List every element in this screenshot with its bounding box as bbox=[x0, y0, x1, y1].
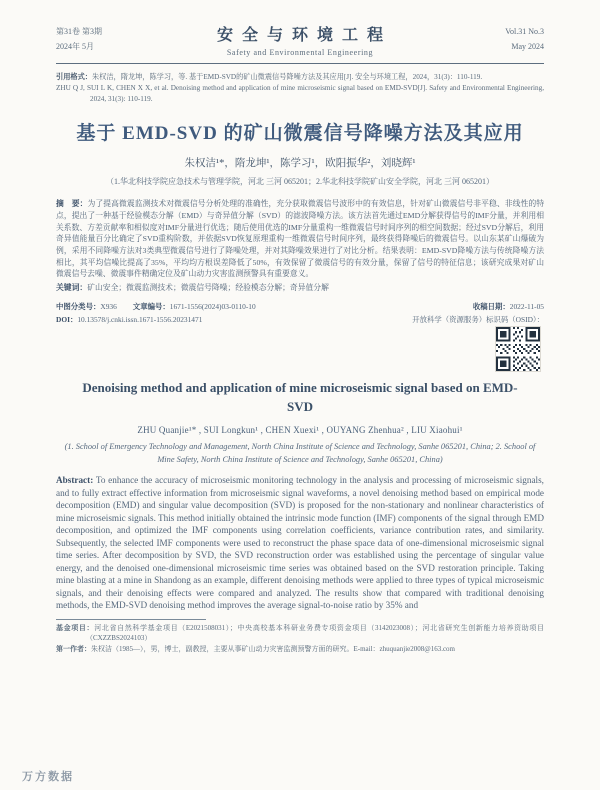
citation-cn: 引用格式：朱权洁，隋龙坤，陈学习，等. 基于EMD-SVD的矿山微震信号降噪方法及其应用[J]. 安全与环境工程，2024，31(3)：110-119. bbox=[56, 73, 483, 81]
keywords-cn: 关键词：矿山安全；微震监测技术；微震信号降噪；经验模态分解；奇异值分解 bbox=[56, 283, 329, 293]
volume-info-cn bbox=[56, 25, 142, 54]
article-meta bbox=[56, 300, 544, 372]
volume-cn-line2: 2024年 5月 bbox=[56, 41, 94, 51]
journal-title-cn: 安全与环境工程 bbox=[216, 27, 392, 44]
abstract-cn: 摘 要：为了提高微震监测技术对微震信号分析处理的准确性，充分获取微震信号波形中的有效信息，针对矿山微震信号非平稳、非线性的特点，提出了一种基于经验模态分解（EMD）与奇异值分解（SVD）的滤波降噪方法。该方法首先通过EMD分解获得信号的IMF分量，并利用相关系数、方差贡献率和相似度对IMF分量进行优选；随后使用优选的IMF分量重构一维微震信号时间序列的相空间数据；经过SVD分解后，利用奇异值能量百分比确定了SVD重构阶数，并依据SVD恢复原理重构一维微震信号时间序列，最终获得降噪后的微震信号。以山东某矿山爆破为例，采用不同降噪方法对3类典型微震信号进行了降噪处理，并对其降噪效果进行了对比分析。结果表明：EMD-SVD降噪方法与传统降噪方法相比，其平均信噪比提高了35%，平均均方根误差降低了50%，有效保留了微震信号的有效分量，保留了信号的特征信息；该研究成果对矿山微震信号去噪、微震事件精确定位及矿山动力灾害监测预警具有重要意义。 bbox=[56, 199, 545, 279]
first-author-note: 第一作者：朱权洁（1985—），男，博士，副教授，主要从事矿山动力灾害监测预警方面的研究。E-mail：zhuquanjie2008@163.com bbox=[56, 644, 456, 653]
journal-header bbox=[56, 22, 544, 64]
footnotes bbox=[56, 623, 544, 655]
article-title-cn: 基于 EMD-SVD 的矿山微震信号降噪方法及其应用 bbox=[76, 123, 524, 145]
volume-info-en bbox=[458, 25, 544, 54]
qr-row bbox=[56, 327, 544, 371]
citation-label: 引用格式： bbox=[56, 73, 92, 81]
citation-block bbox=[56, 72, 544, 105]
volume-en-line1: Vol.31 No.3 bbox=[505, 27, 544, 37]
affiliation-cn: （1.华北科技学院应急技术与管理学院，河北 三河 065201；2.华北科技学院矿山安全学院，河北 三河 065201） bbox=[106, 177, 494, 187]
citation-en: ZHU Q J, SUI L K, CHEN X X, et al. Denoising method and application of mine microseismic signal based on EMD-SVD[J]. Safety and Environmental Engineering, 2024, 31(3): 110-119. bbox=[56, 84, 544, 104]
osid-label: 开放科学（资源服务）标识码（OSID）： bbox=[412, 315, 544, 325]
journal-title-en: Safety and Environmental Engineering bbox=[226, 48, 374, 57]
fund-note: 基金项目：河北省自然科学基金项目（E2021508031）；中央高校基本科研业务费专项资金项目（3142023008）；河北省研究生创新能力培养资助项目（CXZZBS2024103） bbox=[56, 623, 545, 643]
keywords-label-cn: 关键词： bbox=[56, 283, 88, 293]
doi: DOI：10.13578/j.cnki.issn.1671-1556.20231471 bbox=[56, 315, 203, 325]
affiliation-en: (1. School of Emergency Technology and Management, North China Institute of Science and Technology, Sanhe 065201, China; 2. School of Mine Safety, North China Institute of Science and Technology, Sanhe 065201, China) bbox=[64, 442, 536, 465]
volume-en-line2: May 2024 bbox=[511, 41, 544, 51]
osid-qr-code bbox=[496, 327, 540, 371]
volume-cn-line1: 第31卷 第3期 bbox=[56, 27, 102, 37]
meta-line-2 bbox=[56, 313, 544, 326]
authors-cn: 朱权洁¹*，隋龙坤¹，陈学习¹，欧阳振华²，刘晓辉¹ bbox=[184, 158, 416, 170]
journal-title-block bbox=[142, 22, 458, 57]
wanfang-watermark: 万方数据 bbox=[22, 771, 74, 783]
meta-line-1 bbox=[56, 300, 544, 313]
abstract-en: Abstract: To enhance the accuracy of microseismic monitoring technology in the analysis and processing of microseismic signals, and to fully extract effective information from microseismic signal waveforms, a novel denoising method based on empirical mode decomposition (EMD) and singular value decomposition (SVD) is proposed for the non-stationary and nonlinear characteristics of mine microseismic signals. This method initially obtained the intrinsic mode function (IMF) components of the signal through EMD decomposition, and optimized the IMF components using correlation coefficients, variance contribution rates, and similarity. Subsequently, the selected IMF components were used to reconstruct the phase space data of one-dimensional microseismic signal time series. After decomposition by SVD, the SVD reconstruction order was established using the percentage of singular value energy, and the denoised one-dimensional microseismic time series was obtained based on the SVD restoration principle. Taking mine blasting at a mine in Shandong as an example, different denoising methods were applied to three types of typical microseismic signals, and their denoising effects were compared and analyzed. The results show that compared with traditional denoising methods, the EMD-SVD denoising method improves the average signal-to-noise ratio by 35% and bbox=[56, 475, 544, 611]
abstract-label-en: Abstract: bbox=[56, 475, 94, 486]
received-date: 收稿日期：2022-11-05 bbox=[472, 301, 544, 311]
clc-number: 中图分类号：X936 bbox=[56, 301, 117, 311]
article-title-en: Denoising method and application of mine microseismic signal based on EMD-SVD bbox=[82, 380, 518, 415]
footnote-divider bbox=[56, 619, 206, 620]
abstract-label-cn: 摘 要： bbox=[56, 199, 88, 209]
article-number: 文章编号：1671-1556(2024)03-0110-10 bbox=[132, 301, 256, 311]
authors-en: ZHU Quanjie¹* , SUI Longkun¹ , CHEN Xuexi¹ , OUYANG Zhenhua² , LIU Xiaohui¹ bbox=[137, 425, 463, 436]
